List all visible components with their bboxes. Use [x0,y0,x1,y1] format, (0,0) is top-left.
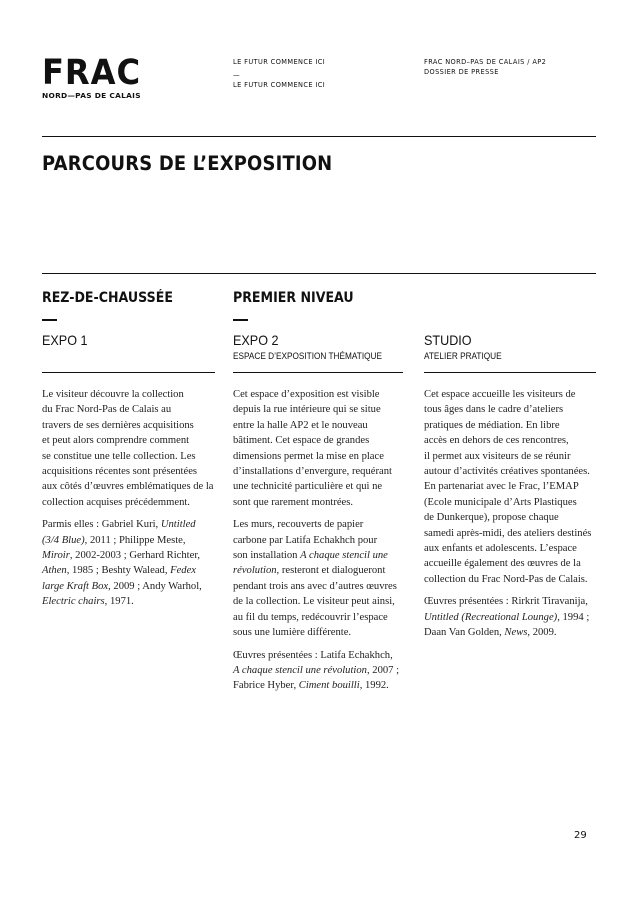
text-line: sont que rarement montrées. [233,496,354,508]
text-line: bâtiment. Cet espace de grandes [233,435,370,447]
dash-first [233,319,248,321]
text: , 1994 ; [557,611,590,623]
level-heading-first: PREMIER NIVEAU [233,290,354,306]
logo: FRAC [42,53,142,93]
header-tagline-dash: — [233,71,240,79]
heading-studio: STUDIO [424,332,472,348]
column-expo1 [42,387,222,617]
studio-paragraph-1 [424,387,604,587]
subheading-expo2: ESPACE D’EXPOSITION THÉMATIQUE [233,351,382,362]
text-line [42,533,222,548]
text-line: autour d’activités créatives spontanées. [424,466,590,478]
text-line: Les murs, recouverts de papier [233,519,364,531]
text-line: Cet espace accueille les visiteurs de [424,389,576,400]
text-line: Œuvres présentées : Latifa Echakhch, [233,649,393,661]
subheading-studio: ATELIER PRATIQUE [424,351,502,362]
text-line: de Dunkerque), propose chaque [424,512,559,524]
text-line [42,563,222,578]
text-line: il permet aux visiteurs de se réunir [424,450,571,462]
text: , 2009. [527,627,557,639]
artwork-title: Electric chairs [42,596,105,608]
text-line: sous une lumière différente. [233,627,352,639]
header-publication-line1: FRAC NORD–PAS DE CALAIS / AP2 [424,58,547,66]
text-line: aux enfants et adolescents. L’espace [424,543,577,555]
column-studio [424,387,604,648]
artwork-title: révolution [233,565,277,577]
header-tagline-line1: LE FUTUR COMMENCE ICI [233,58,326,66]
header-publication-line2: DOSSIER DE PRESSE [424,68,499,76]
column-rule-expo2 [233,372,403,373]
dash-ground [42,319,57,321]
header-tagline [233,57,325,90]
text-line: Le visiteur découvre la collection [42,389,184,400]
text: , 2007 ; [366,664,400,676]
text-line: pendant trois ans avec d’autres œuvres [233,580,397,592]
text-line: collection acquises précédemment. [42,496,190,508]
column-rule-studio [424,372,596,373]
top-divider [42,136,596,137]
text-line: Cet espace d’exposition est visible [233,389,380,400]
expo1-paragraph-1 [42,387,222,510]
page-number: 29 [574,830,587,841]
text-line: du Frac Nord-Pas de Calais au [42,404,172,416]
text-line: acquisitions récentes sont présentées [42,466,198,478]
text-line: tous âges dans le cadre d’ateliers [424,404,564,416]
text-line [233,563,413,578]
text-line: de la collection. Le visiteur peut ainsi, [233,596,395,608]
text-line [424,625,604,640]
text-line [42,579,222,594]
column-expo2 [233,387,413,701]
artwork-title: large Kraft Box [42,580,109,592]
logo-subtitle: NORD—PAS DE CALAIS [42,91,141,100]
text: , resteront et dialogueront [276,565,386,577]
text: Parmis elles : Gabriel Kuri, [42,519,161,531]
text: , 2002-2003 ; Gerhard Richter, [69,550,201,562]
text-line: (Ecole municipale d’Arts Plastiques [424,496,577,508]
heading-expo2: EXPO 2 [233,332,279,348]
header-publication [424,57,546,77]
artwork-title: (3/4 Blue) [42,534,85,546]
artwork-title: Untitled [160,519,196,531]
artwork-title: A chaque stencil une révolution [233,664,367,676]
text: , 2009 ; Andy Warhol, [108,580,202,592]
text-line: aux côtés d’œuvres emblématiques de la [42,481,214,493]
artwork-title: A chaque stencil une [300,550,388,562]
artwork-title: Miroir [42,550,70,562]
text-line: samedi après-midi, des ateliers destinés [424,527,592,539]
text-line [42,517,222,532]
text-line [424,610,604,625]
text-line [42,594,222,609]
text-line: depuis la rue intérieure qui se situe [233,404,381,416]
expo2-paragraph-1 [233,387,413,510]
section-divider [42,273,596,274]
text: , 2011 ; Philippe Meste, [84,534,186,546]
text-line: accès en dehors de ces rencontres, [424,435,569,447]
text-line [233,663,413,678]
text-line: se constitue une telle collection. Les [42,450,196,462]
text-line: travers de ses dernières acquisitions [42,419,194,431]
text-line: dimensions permet la mise en place [233,450,384,462]
artwork-title: Fedex [170,565,196,577]
text: son installation [233,550,301,562]
text: Fabrice Hyber, [233,680,299,692]
text-line: En partenariat avec le Frac, l’EMAP [424,481,579,493]
text-line: Œuvres présentées : Rirkrit Tiravanija, [424,596,588,608]
text-line [42,548,222,563]
text-line [233,548,413,563]
text: , 1985 ; Beshty Walead, [66,565,171,577]
text-line: carbone par Latifa Echakhch pour [233,534,378,546]
artwork-title: Ciment bouilli [298,680,360,692]
text-line: d’installations d’envergure, requérant [233,466,392,478]
expo1-paragraph-2 [42,517,222,609]
text: , 1992. [359,680,389,692]
expo2-paragraph-2 [233,517,413,640]
text-line [233,678,413,693]
heading-expo1: EXPO 1 [42,332,88,348]
artwork-title: Untitled (Recreational Lounge) [424,611,558,623]
column-rule-expo1 [42,372,215,373]
text: Daan Van Golden, [424,627,505,639]
text: , 1971. [104,596,134,608]
text-line: collection du Frac Nord-Pas de Calais. [424,573,588,585]
studio-paragraph-2 [424,594,604,640]
text-line: et peut alors comprendre comment [42,435,190,447]
text-line: entre la halle AP2 et le nouveau [233,419,368,431]
expo2-paragraph-3 [233,648,413,694]
page-title: PARCOURS DE L’EXPOSITION [42,152,333,175]
text-line: une technicité particulière et qui ne [233,481,383,493]
header-tagline-line2: LE FUTUR COMMENCE ICI [233,81,326,89]
text-line: pratiques de médiation. En libre [424,419,560,431]
artwork-title: News [504,627,528,639]
text-line: au fil du temps, redécouvrir l’espace [233,611,388,623]
artwork-title: Athen [42,565,67,577]
text-line: accueille également des œuvres de la [424,558,581,570]
level-heading-ground: REZ-DE-CHAUSSÉE [42,290,173,306]
